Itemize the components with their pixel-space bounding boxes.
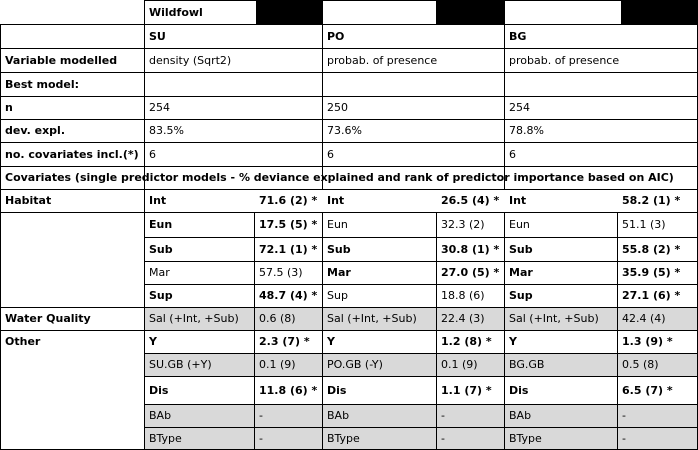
covariate-value-bg: 42.4 (4) (622, 312, 666, 325)
covariate-name-po: Sub (327, 242, 351, 256)
covariate-value-su: 0.1 (9) (259, 358, 296, 371)
covariate-value-po: 18.8 (6) (441, 289, 485, 302)
covariate-value-su: 2.3 (7) * (259, 335, 310, 348)
covariate-name-po: Y (327, 335, 335, 348)
covariate-value-bg: 0.5 (8) (622, 358, 659, 371)
row-label-dev-expl: dev. expl. (5, 124, 65, 137)
covariate-value-bg: - (622, 431, 626, 445)
covariate-name-su: Sub (149, 242, 173, 256)
covariate-name-bg: Sub (509, 242, 533, 256)
covariate-value-su: 17.5 (5) * (259, 218, 318, 231)
covariate-name-su: Eun (149, 218, 173, 231)
covariates-title: Covariates (single predictor models - % deviance explained and rank of predictor importance based on AIC) (5, 171, 674, 184)
covariate-value-bg: 27.1 (6) * (622, 289, 681, 302)
covariate-name-po: Mar (327, 266, 351, 279)
covariate-name-po: Eun (327, 218, 348, 231)
covariate-name-su: SU.GB (+Y) (149, 358, 212, 371)
covariate-name-bg: BType (509, 431, 542, 445)
covariate-name-bg: Sal (+Int, +Sub) (509, 312, 599, 325)
covariate-value-bg: 6.5 (7) * (622, 383, 673, 397)
dev-expl-bg: 78.8% (509, 124, 544, 137)
variable-modelled-su: density (Sqrt2) (149, 53, 232, 67)
covariate-name-su: BAb (149, 409, 172, 422)
covariate-value-bg: 35.9 (5) * (622, 266, 681, 279)
group-header: Wildfowl (149, 5, 203, 19)
col-header-su: SU (149, 29, 166, 43)
covariate-value-bg: 51.1 (3) (622, 218, 666, 231)
section-other: Other (5, 335, 41, 348)
covariate-name-su: BType (149, 431, 182, 445)
row-label-no-covariates: no. covariates incl.(*) (5, 147, 139, 161)
covariate-value-po: 27.0 (5) * (441, 266, 500, 279)
covariate-name-po: BType (327, 431, 360, 445)
covariate-value-po: 22.4 (3) (441, 312, 485, 325)
covariate-name-bg: BG.GB (509, 358, 545, 371)
covariate-name-bg: Eun (509, 218, 530, 231)
header-black-block-1 (256, 0, 322, 24)
covariate-value-su: - (259, 431, 263, 445)
covariate-value-bg: 1.3 (9) * (622, 335, 673, 348)
row-label-n: n (5, 101, 13, 114)
covariate-value-po: 0.1 (9) (441, 358, 478, 371)
covariate-value-su: 0.6 (8) (259, 312, 296, 325)
no-covariates-su: 6 (149, 147, 156, 161)
n-bg: 254 (509, 101, 530, 114)
variable-modelled-po: probab. of presence (327, 53, 438, 67)
covariate-name-po: Sup (327, 289, 348, 302)
variable-modelled-bg: probab. of presence (509, 53, 620, 67)
covariate-name-su: Y (149, 335, 157, 348)
covariate-value-bg: 58.2 (1) * (622, 194, 681, 207)
covariate-value-su: 72.1 (1) * (259, 242, 318, 256)
n-su: 254 (149, 101, 170, 114)
covariate-name-bg: Y (509, 335, 517, 348)
covariate-value-su: 71.6 (2) * (259, 194, 318, 207)
covariate-name-su: Int (149, 194, 167, 207)
no-covariates-po: 6 (327, 147, 334, 161)
covariate-value-po: 30.8 (1) * (441, 242, 500, 256)
col-header-bg: BG (509, 29, 527, 43)
dev-expl-su: 83.5% (149, 124, 184, 137)
covariate-name-su: Dis (149, 383, 169, 397)
covariate-name-bg: Mar (509, 266, 533, 279)
col-header-po: PO (327, 29, 345, 43)
covariate-name-po: BAb (327, 409, 350, 422)
covariate-value-bg: 55.8 (2) * (622, 242, 681, 256)
covariate-name-po: Int (327, 194, 345, 207)
covariate-name-po: PO.GB (-Y) (327, 358, 383, 371)
header-black-block-2 (436, 0, 504, 24)
covariate-value-su: 57.5 (3) (259, 266, 303, 279)
covariate-name-bg: Sup (509, 289, 533, 302)
dev-expl-po: 73.6% (327, 124, 362, 137)
covariate-value-bg: - (622, 409, 626, 422)
row-label-best-model: Best model: (5, 77, 80, 91)
covariate-value-po: 1.1 (7) * (441, 383, 492, 397)
covariate-value-po: 32.3 (2) (441, 218, 485, 231)
covariate-value-su: 11.8 (6) * (259, 383, 318, 397)
row-label-variable-modelled: Variable modelled (5, 53, 118, 67)
covariate-value-po: 26.5 (4) * (441, 194, 500, 207)
covariate-value-po: - (441, 431, 445, 445)
section-water-quality: Water Quality (5, 312, 91, 325)
no-covariates-bg: 6 (509, 147, 516, 161)
covariate-value-po: 1.2 (8) * (441, 335, 492, 348)
n-po: 250 (327, 101, 348, 114)
covariate-value-po: - (441, 409, 445, 422)
covariate-name-bg: Dis (509, 383, 529, 397)
covariate-name-su: Sal (+Int, +Sub) (149, 312, 239, 325)
covariate-name-su: Sup (149, 289, 173, 302)
covariate-name-bg: Int (509, 194, 527, 207)
covariate-value-su: - (259, 409, 263, 422)
covariate-name-su: Mar (149, 266, 170, 279)
covariate-name-po: Sal (+Int, +Sub) (327, 312, 417, 325)
covariate-name-po: Dis (327, 383, 347, 397)
section-habitat: Habitat (5, 194, 52, 207)
covariate-name-bg: BAb (509, 409, 532, 422)
header-black-block-3 (621, 0, 698, 24)
covariate-value-su: 48.7 (4) * (259, 289, 318, 302)
